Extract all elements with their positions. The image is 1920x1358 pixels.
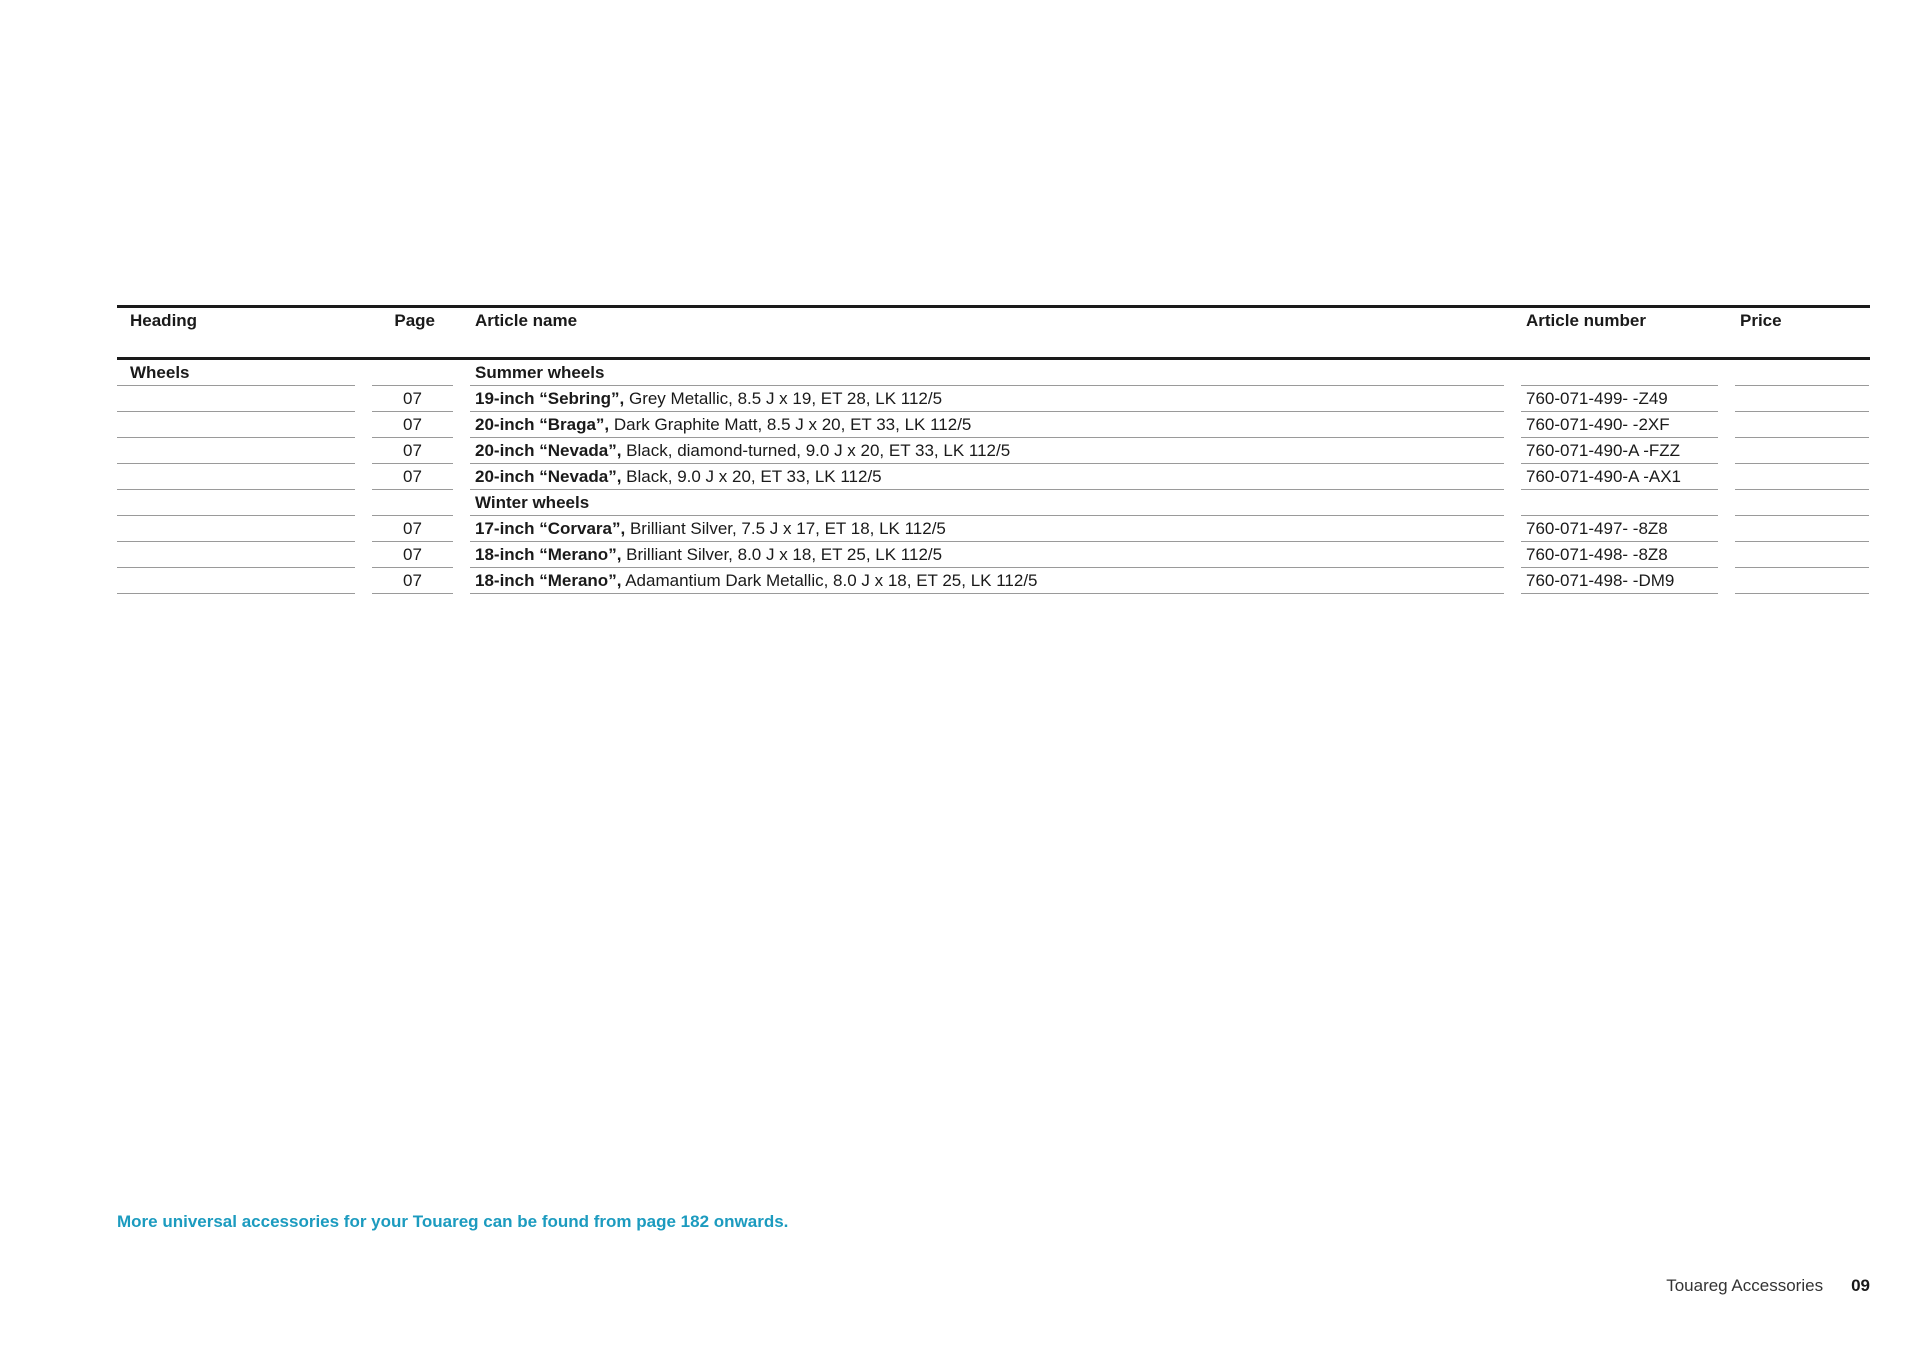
article-name-detail: Dark Graphite Matt, 8.5 J x 20, ET 33, LK 112/5 [609, 415, 972, 434]
article-name-detail: Brilliant Silver, 8.0 J x 18, ET 25, LK 112/5 [621, 545, 943, 564]
row-heading: Wheels [117, 360, 355, 386]
table-row [117, 490, 1870, 516]
row-article-number: 760-071-498- -8Z8 [1521, 542, 1718, 568]
row-price [1735, 386, 1869, 412]
row-price [1735, 568, 1869, 594]
article-name-bold: 17-inch “Corvara”, [475, 519, 626, 538]
article-name-bold: 20-inch “Nevada”, [475, 467, 622, 486]
footnote: More universal accessories for your Touareg can be found from page 182 onwards. [117, 1212, 789, 1231]
row-heading [117, 490, 355, 516]
row-article-name [470, 412, 1504, 438]
row-price [1735, 464, 1869, 490]
row-page: 07 [372, 438, 453, 464]
table-body [117, 360, 1870, 594]
article-name-detail: Adamantium Dark Metallic, 8.0 J x 18, ET 25, LK 112/5 [621, 571, 1038, 590]
page-footer [1666, 1276, 1870, 1296]
header-article-name: Article name [475, 311, 578, 330]
article-name-bold: Winter wheels [475, 493, 590, 512]
accessories-table [117, 305, 1870, 594]
row-article-number: 760-071-499- -Z49 [1521, 386, 1718, 412]
header-heading: Heading [130, 311, 198, 330]
row-page: 07 [372, 464, 453, 490]
row-article-name [470, 464, 1504, 490]
article-name-bold: 19-inch “Sebring”, [475, 389, 625, 408]
row-article-number: 760-071-490-A -AX1 [1521, 464, 1718, 490]
row-article-number: 760-071-490-A -FZZ [1521, 438, 1718, 464]
row-article-name [470, 516, 1504, 542]
row-article-name [470, 542, 1504, 568]
row-heading [117, 542, 355, 568]
row-heading [117, 464, 355, 490]
row-price [1735, 490, 1869, 516]
row-price [1735, 516, 1869, 542]
article-name-detail: Black, diamond-turned, 9.0 J x 20, ET 33, LK 112/5 [621, 441, 1011, 460]
header-price: Price [1740, 311, 1782, 330]
row-article-number: 760-071-498- -DM9 [1521, 568, 1718, 594]
row-page [372, 490, 453, 516]
row-page: 07 [372, 516, 453, 542]
article-name-bold: Summer wheels [475, 363, 605, 382]
row-article-number: 760-071-497- -8Z8 [1521, 516, 1718, 542]
table-row [117, 386, 1870, 412]
row-article-name [470, 360, 1504, 386]
row-price [1735, 412, 1869, 438]
page-number: 09 [1851, 1276, 1870, 1295]
article-name-bold: 18-inch “Merano”, [475, 571, 622, 590]
row-heading [117, 516, 355, 542]
header-article-number: Article number [1526, 311, 1646, 330]
table-row [117, 438, 1870, 464]
row-article-number [1521, 490, 1718, 516]
row-article-name [470, 568, 1504, 594]
row-page: 07 [372, 412, 453, 438]
row-article-name [470, 438, 1504, 464]
table-row [117, 464, 1870, 490]
header-page: Page [394, 311, 435, 330]
row-heading [117, 386, 355, 412]
row-page: 07 [372, 568, 453, 594]
article-name-bold: 20-inch “Nevada”, [475, 441, 622, 460]
table-header-row [117, 308, 1870, 360]
row-article-name [470, 490, 1504, 516]
row-article-name [470, 386, 1504, 412]
row-price [1735, 360, 1869, 386]
row-article-number [1521, 360, 1718, 386]
footer-title: Touareg Accessories [1666, 1276, 1824, 1295]
row-heading [117, 568, 355, 594]
row-page [372, 360, 453, 386]
row-price [1735, 438, 1869, 464]
row-article-number: 760-071-490- -2XF [1521, 412, 1718, 438]
article-name-bold: 20-inch “Braga”, [475, 415, 610, 434]
table-row [117, 516, 1870, 542]
row-page: 07 [372, 386, 453, 412]
row-heading [117, 438, 355, 464]
table-row [117, 412, 1870, 438]
article-name-bold: 18-inch “Merano”, [475, 545, 622, 564]
article-name-detail: Grey Metallic, 8.5 J x 19, ET 28, LK 112/5 [624, 389, 943, 408]
row-page: 07 [372, 542, 453, 568]
article-name-detail: Brilliant Silver, 7.5 J x 17, ET 18, LK 112/5 [625, 519, 946, 538]
row-price [1735, 542, 1869, 568]
table-row [117, 360, 1870, 386]
row-heading [117, 412, 355, 438]
table-row [117, 568, 1870, 594]
table-row [117, 542, 1870, 568]
article-name-detail: Black, 9.0 J x 20, ET 33, LK 112/5 [621, 467, 882, 486]
